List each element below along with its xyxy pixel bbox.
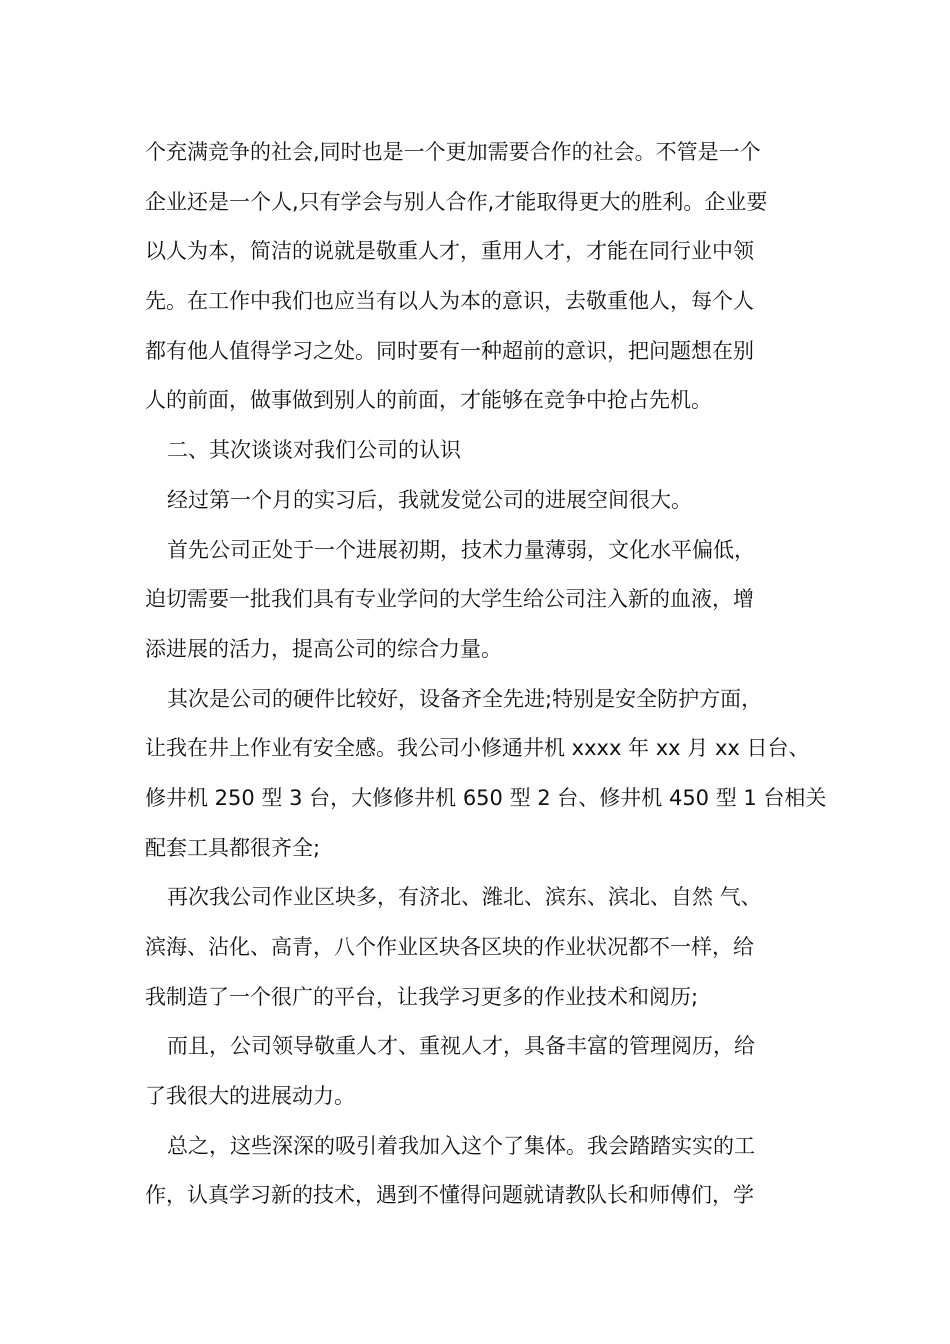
text-line: 作，认真学习新的技术，遇到不懂得问题就请教队长和师傅们，学 (145, 1183, 754, 1208)
text-line: 让我在井上作业有安全感。我公司小修通井机 xxxx 年 xx 月 xx 日台、 (145, 736, 810, 761)
text-line: 经过第一个月的实习后，我就发觉公司的进展空间很大。 (167, 487, 692, 512)
text-line: 了我很大的进展动力。 (145, 1084, 355, 1109)
section-heading: 二、其次谈谈对我们公司的认识 (167, 438, 461, 463)
text-line: 我制造了一个很广的平台，让我学习更多的作业技术和阅历; (145, 984, 699, 1009)
body-text (145, 128, 825, 1221)
text-line: 修井机 250 型 3 台，大修修井机 650 型 2 台、修井机 450 型 1 台相关 (145, 785, 827, 810)
text-line: 而且，公司领导敬重人才、重视人才，具备丰富的管理阅历，给 (167, 1034, 755, 1059)
text-line: 配套工具都很齐全; (145, 835, 321, 860)
text-line: 其次是公司的硬件比较好，设备齐全先进;特别是安全防护方面， (167, 686, 763, 711)
text-line: 总之，这些深深的吸引着我加入这个了集体。我会踏踏实实的工 (167, 1133, 755, 1158)
text-line: 以人为本，简洁的说就是敬重人才，重用人才，才能在同行业中领 (145, 239, 754, 264)
text-line: 先。在工作中我们也应当有以人为本的意识，去敬重他人，每个人 (145, 289, 754, 314)
text-line: 个充满竞争的社会,同时也是一个更加需要合作的社会。不管是一个 (145, 140, 761, 164)
text-line: 企业还是一个人,只有学会与别人合作,才能取得更大的胜利。企业要 (145, 189, 768, 214)
text-line: 都有他人值得学习之处。同时要有一种超前的意识，把问题想在别 (145, 338, 754, 363)
text-line: 迫切需要一批我们具有专业学问的大学生给公司注入新的血液，增 (145, 587, 754, 612)
text-line: 添进展的活力，提高公司的综合力量。 (145, 636, 502, 661)
text-line: 首先公司正处于一个进展初期，技术力量薄弱，文化水平偏低， (167, 537, 755, 562)
text-line: 人的前面，做事做到别人的前面，才能够在竞争中抢占先机。 (145, 388, 712, 413)
text-line: 滨海、沾化、高青，八个作业区块各区块的作业状况都不一样，给 (145, 935, 754, 959)
text-line: 再次我公司作业区块多，有济北、潍北、滨东、滨北、自然 气、 (167, 885, 762, 910)
